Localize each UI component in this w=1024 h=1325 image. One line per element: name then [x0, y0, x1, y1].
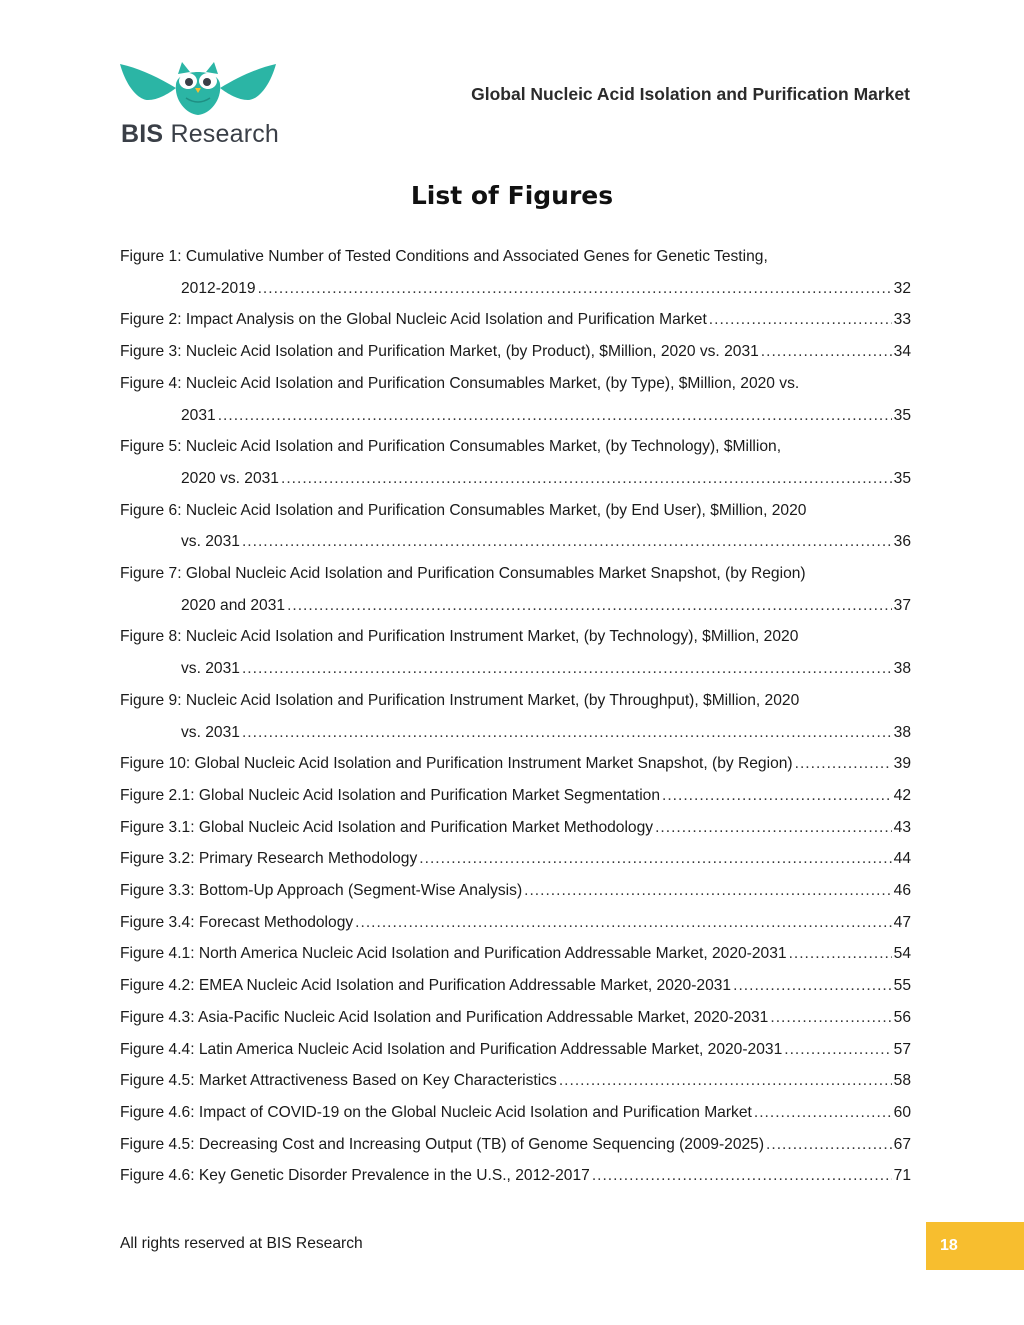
figure-entry-title: Figure 4.6: Key Genetic Disorder Prevalence in the U.S., 2012-2017: [120, 1167, 590, 1185]
dot-leader: [419, 843, 891, 875]
logo-wordmark: BIS Research: [121, 120, 280, 148]
figure-entry-row: [120, 780, 911, 812]
figure-entry[interactable]: [120, 495, 911, 558]
figure-entry[interactable]: [120, 1002, 911, 1034]
figure-page-number: 71: [893, 1167, 911, 1185]
figure-entry-row: [120, 273, 911, 305]
figure-entry-row: [120, 1002, 911, 1034]
figure-entry-row: [120, 938, 911, 970]
figure-page-number: 44: [893, 850, 911, 868]
figure-page-number: 38: [893, 723, 911, 741]
figure-page-number: 46: [893, 882, 911, 900]
figure-entry-row: [120, 463, 911, 495]
dot-leader: [592, 1160, 892, 1192]
figure-entry-row: [120, 653, 911, 685]
figure-page-number: 56: [893, 1008, 911, 1026]
figure-page-number: 35: [893, 469, 911, 487]
figure-page-number: 38: [893, 660, 911, 678]
figure-page-number: 34: [893, 343, 911, 361]
figure-entry[interactable]: [120, 1160, 911, 1192]
figure-entry-title: Figure 4.2: EMEA Nucleic Acid Isolation and Purification Addressable Market, 2020-2031: [120, 977, 732, 995]
figure-entry[interactable]: [120, 970, 911, 1002]
figure-entry-title: Figure 10: Global Nucleic Acid Isolation and Purification Instrument Market Snapshot, (by Region): [120, 755, 793, 773]
figure-entry[interactable]: [120, 621, 911, 684]
figure-entry-title: Figure 4.1: North America Nucleic Acid Isolation and Purification Addressable Market, 2020-2031: [120, 945, 787, 963]
figure-entry-row: [120, 1097, 911, 1129]
dot-leader: [355, 907, 891, 939]
figure-entry-title: Figure 4.5: Decreasing Cost and Increasing Output (TB) of Genome Sequencing (2009-2025): [120, 1135, 765, 1153]
figure-entry-row: [120, 1160, 911, 1192]
dot-leader: [242, 526, 892, 558]
figure-entry-continuation: 2031: [181, 406, 216, 424]
figure-entry-row: [120, 1065, 911, 1097]
figure-entry-row: [120, 590, 911, 622]
figure-entry[interactable]: [120, 685, 911, 748]
figure-entry-title: Figure 7: Global Nucleic Acid Isolation and Purification Consumables Market Snapshot, (by Region): [120, 565, 806, 583]
figure-page-number: 35: [893, 406, 911, 424]
figure-page-number: 37: [893, 596, 911, 614]
dot-leader: [242, 653, 892, 685]
figure-entry-continuation: vs. 2031: [181, 723, 240, 741]
figure-entry-title: Figure 5: Nucleic Acid Isolation and Purification Consumables Market, (by Technology), $Million,: [120, 438, 782, 456]
dot-leader: [754, 1097, 892, 1129]
figure-entry[interactable]: [120, 558, 911, 621]
figure-entry-title: Figure 3.2: Primary Research Methodology: [120, 850, 418, 868]
document-title: Global Nucleic Acid Isolation and Purification Market: [471, 84, 910, 104]
figure-entry-title: Figure 8: Nucleic Acid Isolation and Purification Instrument Market, (by Technology), $Million, 2020: [120, 628, 799, 646]
figure-entry[interactable]: [120, 431, 911, 494]
figure-entry-row: [120, 748, 911, 780]
figure-entry-row: [120, 1034, 911, 1066]
owl-logo-icon: [118, 60, 278, 116]
figure-entry[interactable]: [120, 907, 911, 939]
page-title: List of Figures: [410, 181, 614, 210]
figure-entry[interactable]: [120, 1065, 911, 1097]
figure-entry[interactable]: [120, 336, 911, 368]
dot-leader: [709, 304, 892, 336]
figure-entry[interactable]: [120, 780, 911, 812]
figure-entry-row: [120, 304, 911, 336]
figure-entry[interactable]: [120, 1129, 911, 1161]
figure-entry-row: [120, 843, 911, 875]
figure-entry-row: [120, 1129, 911, 1161]
dot-leader: [770, 1002, 891, 1034]
figure-entry-title: Figure 4.6: Impact of COVID-19 on the Global Nucleic Acid Isolation and Purification Market: [120, 1103, 752, 1121]
figure-entry-title: Figure 6: Nucleic Acid Isolation and Purification Consumables Market, (by End User), $Million, 2020: [120, 501, 807, 519]
figure-page-number: 57: [893, 1040, 911, 1058]
figure-entry[interactable]: [120, 1097, 911, 1129]
dot-leader: [761, 336, 892, 368]
figure-page-number: 32: [893, 279, 911, 297]
figure-entry-row: [120, 907, 911, 939]
page-number: 18: [940, 1237, 958, 1254]
dot-leader: [218, 400, 892, 432]
bis-research-logo: [118, 60, 278, 152]
figure-entry[interactable]: [120, 843, 911, 875]
page-number-badge: [926, 1222, 1024, 1270]
figure-entry-row: [120, 400, 911, 432]
figure-entry-row: [120, 875, 911, 907]
figure-entry-title: Figure 3.1: Global Nucleic Acid Isolation and Purification Market Methodology: [120, 818, 654, 836]
figure-page-number: 39: [893, 755, 911, 773]
figure-entry-title: Figure 2.1: Global Nucleic Acid Isolation and Purification Market Segmentation: [120, 786, 661, 804]
figure-entry-row: [120, 336, 911, 368]
dot-leader: [281, 463, 892, 495]
dot-leader: [287, 590, 892, 622]
figure-entry-title: Figure 4.3: Asia-Pacific Nucleic Acid Isolation and Purification Addressable Market, 2020-2031: [120, 1008, 769, 1026]
figure-entry[interactable]: [120, 875, 911, 907]
figure-entry-title: Figure 3.3: Bottom-Up Approach (Segment-Wise Analysis): [120, 882, 523, 900]
figure-entry-title: Figure 3.4: Forecast Methodology: [120, 913, 354, 931]
figure-page-number: 54: [893, 945, 911, 963]
figure-list: [120, 241, 911, 1192]
figure-entry-row: [120, 970, 911, 1002]
dot-leader: [524, 875, 892, 907]
figure-entry-row: [120, 717, 911, 749]
figure-entry-continuation: 2020 vs. 2031: [181, 469, 279, 487]
figure-entry[interactable]: [120, 812, 911, 844]
figure-entry-title: Figure 2: Impact Analysis on the Global Nucleic Acid Isolation and Purification Market: [120, 311, 707, 329]
footer-rights: All rights reserved at BIS Research: [120, 1235, 363, 1252]
dot-leader: [733, 970, 892, 1002]
figure-entry-title: Figure 4: Nucleic Acid Isolation and Purification Consumables Market, (by Type), $Million, 2020 vs.: [120, 374, 800, 392]
figure-page-number: 36: [893, 533, 911, 551]
figure-entry[interactable]: [120, 368, 911, 431]
dot-leader: [789, 938, 892, 970]
dot-leader: [795, 748, 892, 780]
figure-page-number: 42: [893, 786, 911, 804]
dot-leader: [766, 1129, 892, 1161]
figure-entry-continuation: 2020 and 2031: [181, 596, 286, 614]
figure-entry-title: Figure 9: Nucleic Acid Isolation and Purification Instrument Market, (by Throughput), $Million, 2020: [120, 691, 800, 709]
dot-leader: [784, 1034, 891, 1066]
figure-entry-title: Figure 4.4: Latin America Nucleic Acid Isolation and Purification Addressable Market, 2020-2031: [120, 1040, 783, 1058]
dot-leader: [242, 717, 892, 749]
dot-leader: [662, 780, 892, 812]
figure-entry[interactable]: [120, 938, 911, 970]
figure-entry[interactable]: [120, 241, 911, 304]
dot-leader: [559, 1065, 892, 1097]
figure-entry-title: Figure 4.5: Market Attractiveness Based on Key Characteristics: [120, 1072, 557, 1090]
figure-entry-title: Figure 3: Nucleic Acid Isolation and Purification Market, (by Product), $Million, 2020 vs. 2031: [120, 343, 759, 361]
figure-entry-continuation: vs. 2031: [181, 660, 240, 678]
figure-entry[interactable]: [120, 748, 911, 780]
figure-page-number: 33: [893, 311, 911, 329]
dot-leader: [258, 273, 892, 305]
figure-page-number: 60: [893, 1103, 911, 1121]
figure-entry-continuation: 2012-2019: [181, 279, 256, 297]
figure-entry[interactable]: [120, 1034, 911, 1066]
figure-page-number: 55: [893, 977, 911, 995]
dot-leader: [655, 812, 892, 844]
figure-page-number: 58: [893, 1072, 911, 1090]
figure-entry-continuation: vs. 2031: [181, 533, 240, 551]
figure-entry[interactable]: [120, 304, 911, 336]
figure-page-number: 47: [893, 913, 911, 931]
figure-page-number: 67: [893, 1135, 911, 1153]
figure-entry-row: [120, 812, 911, 844]
figure-entry-row: [120, 526, 911, 558]
figure-page-number: 43: [893, 818, 911, 836]
figure-entry-title: Figure 1: Cumulative Number of Tested Conditions and Associated Genes for Genetic Testing,: [120, 248, 768, 265]
